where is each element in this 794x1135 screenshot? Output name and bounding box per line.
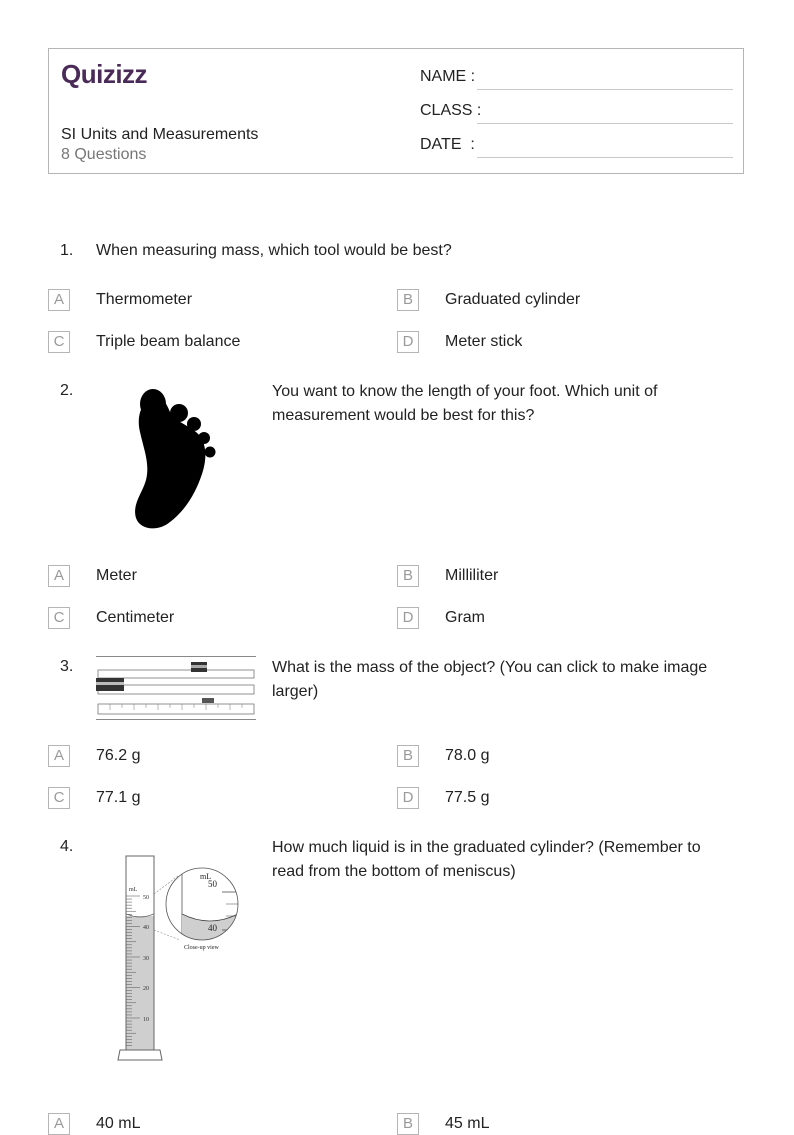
option-letter[interactable]: A [48, 745, 70, 767]
closeup-unit-label: mL [200, 872, 212, 881]
closeup-tick-label: 40 [208, 923, 217, 933]
option-letter[interactable]: C [48, 787, 70, 809]
cylinder-tick-label: 50 [143, 895, 149, 901]
option-letter[interactable]: B [397, 565, 419, 587]
option-letter[interactable]: D [397, 331, 419, 353]
option-letter[interactable]: B [397, 745, 419, 767]
option-letter[interactable]: D [397, 607, 419, 629]
option-text[interactable]: Gram [445, 609, 485, 626]
name-label: NAME : [420, 68, 476, 85]
date-line[interactable] [477, 157, 733, 158]
worksheet-header [48, 48, 744, 174]
cylinder-tick-label: 30 [143, 956, 149, 962]
name-line[interactable] [477, 89, 733, 90]
question-text: When measuring mass, which tool would be best? [96, 242, 452, 259]
option-letter[interactable]: B [397, 289, 419, 311]
option-text[interactable]: 40 mL [96, 1115, 141, 1132]
option-letter[interactable]: A [48, 565, 70, 587]
graduated-cylinder-image [116, 854, 242, 1062]
option-letter[interactable]: C [48, 331, 70, 353]
option-text[interactable]: 76.2 g [96, 747, 141, 764]
option-letter[interactable]: B [397, 1113, 419, 1135]
cylinder-tick-label: 20 [143, 986, 149, 992]
question-text-line: What is the mass of the object? (You can click to make image [272, 659, 708, 676]
question-number: 1. [60, 242, 74, 259]
option-letter[interactable]: A [48, 289, 70, 311]
date-label: DATE : [420, 136, 475, 153]
option-letter[interactable]: A [48, 1113, 70, 1135]
triple-beam-balance-image [96, 656, 256, 720]
question-text-line: How much liquid is in the graduated cylinder? (Remember to [272, 839, 701, 856]
option-text[interactable]: Centimeter [96, 609, 175, 626]
option-letter[interactable]: C [48, 607, 70, 629]
question-number: 2. [60, 382, 74, 399]
option-text[interactable]: Meter stick [445, 333, 523, 350]
option-text[interactable]: Milliliter [445, 567, 499, 584]
question-text-line: measurement would be best for this? [272, 407, 535, 424]
worksheet-title: SI Units and Measurements [61, 126, 259, 143]
footprint-icon [126, 386, 222, 532]
question-text-line: You want to know the length of your foot. Which unit of [272, 383, 658, 400]
option-text[interactable]: Triple beam balance [96, 333, 241, 350]
class-line[interactable] [477, 123, 733, 124]
class-label: CLASS : [420, 102, 482, 119]
question-text-line: larger) [272, 683, 319, 700]
cylinder-tick-label: 10 [143, 1017, 149, 1023]
question-number: 4. [60, 838, 74, 855]
question-number: 3. [60, 658, 74, 675]
quizizz-logo: Quizizz [61, 59, 148, 89]
closeup-tick-label: 50 [208, 879, 217, 889]
cylinder-tick-label: 40 [143, 925, 149, 931]
option-text[interactable]: 77.1 g [96, 789, 141, 806]
option-text[interactable]: Meter [96, 567, 137, 584]
closeup-caption: Close-up view [184, 945, 219, 951]
question-count: 8 Questions [61, 146, 147, 163]
option-text[interactable]: Graduated cylinder [445, 291, 581, 308]
cylinder-unit-label: mL [129, 887, 138, 893]
option-text[interactable]: 77.5 g [445, 789, 490, 806]
option-text[interactable]: Thermometer [96, 291, 193, 308]
option-letter[interactable]: D [397, 787, 419, 809]
option-text[interactable]: 45 mL [445, 1115, 490, 1132]
option-text[interactable]: 78.0 g [445, 747, 490, 764]
question-text-line: read from the bottom of meniscus) [272, 863, 516, 880]
